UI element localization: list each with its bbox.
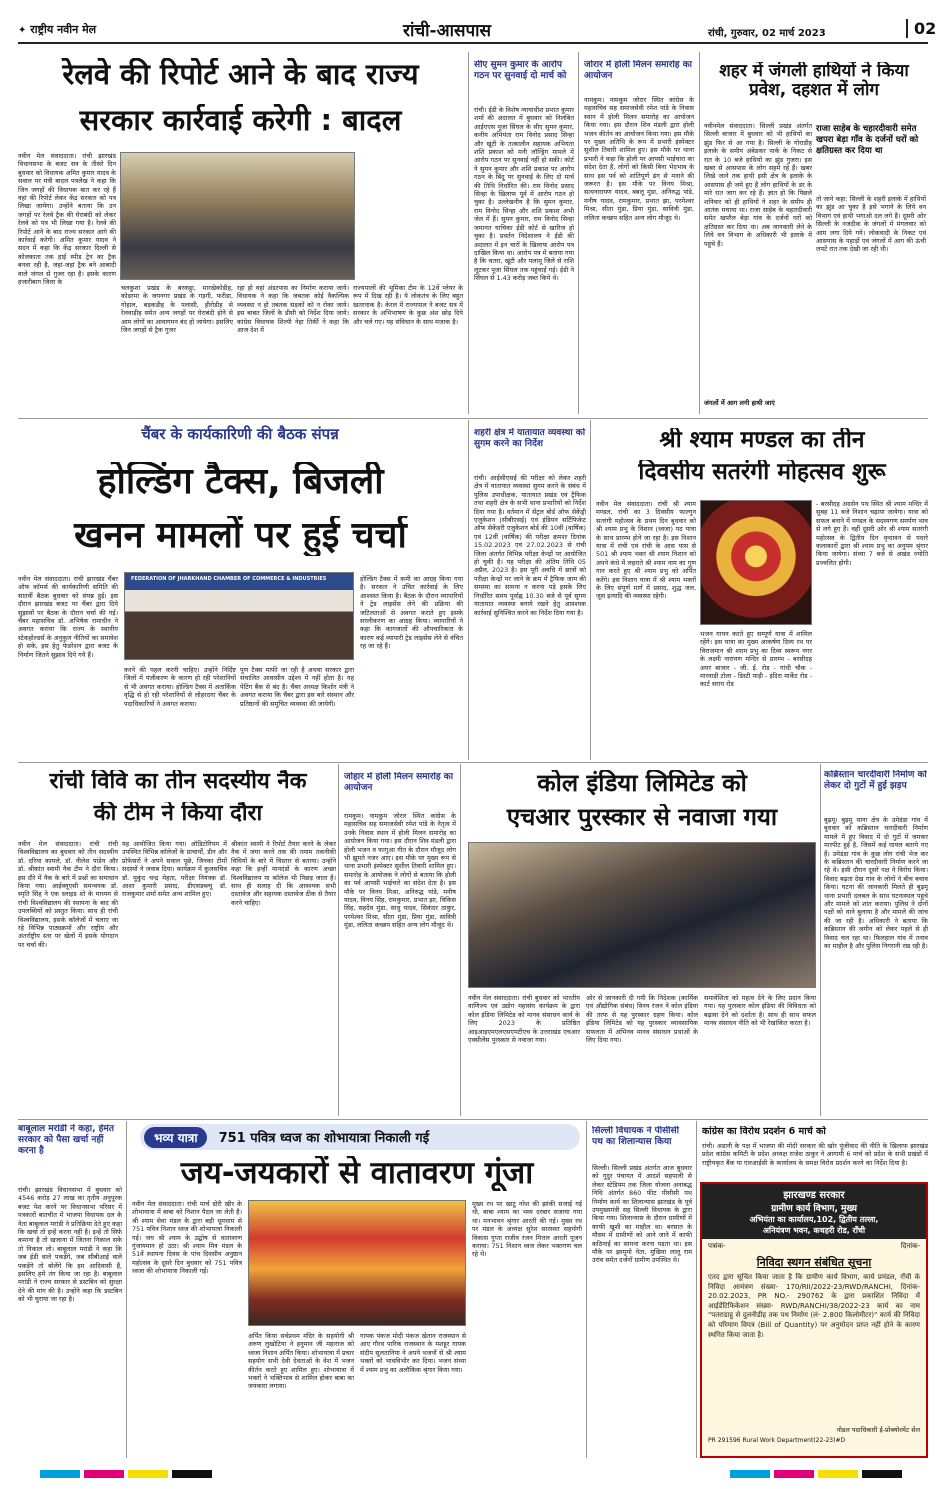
a8-body-col3: श्रीकांत स्वामी ने रिपोर्ट तैयार करने के लेकर नैक में जमा करने तक की तमाम तकनीकी विधियों के बारे में विस्तार से बताया। उन्होंने कहा कि इन्हीं मानदंडों के कारण अच्छा विश्वविद्यालय या कॉलेज भी पिछड़ जाता है। साथ ही सलाह दी कि आवश्यक सभी दस्तावेज और सहायक दस्तावेज ठीक से तैयार करने चाहिए। — [231, 840, 336, 907]
a12-body: रांची। झारखंड विधानसभा में बुधवार को 4546 करोड़ 27 लाख का तृतीय अनुपूरक बजट पेश करने पर विधानसभा परिसर में पत्रकारों बातचीत में भाजपा विधायक दल के नेता बाबूलाल मरांडी ने प्रतिक्रिया देते हुए कहा कि खर्चा तो इन्हें करना नहीं है। इन्हें तो सिर्फ कमाना है तो खजाना में जितना निकाल सके तो निकाल लो। बाबूलाल मरांडी ने कहा कि जब ईडी वाले पकड़ेंगे, जब सीबीआई वाले पकड़ेंगे तो बोलेंगे कि हम आदिवासी हैं, इसलिए हमें तंग किया जा रहा है। बाबूलाल मरांडी ने राज्य सरकार से डस्टबिन को सुरक्षा देने की मांग की है। उन्होंने कहा कि डस्टबिन को भी चुराया जा रहा है। — [18, 1186, 122, 1304]
bird-icon: ✦ — [18, 25, 27, 36]
a9-body: रामकुम। नामकुम जोरार स्थित कांग्रेस के महासचिव सह समाजसेवी रमेश पांडे के नेतृत्व में उनके निवास स्थान में होली मिलन समारोह का आयोजन किया गया। इस दौरान शिव मंडली द्वारा होली भजन व फागुआ गीत के दौरान मौजूद लोग भी झूमते नजर आए। इस मौके पर मुख्य रूप से थाना प्रभारी इंस्पेक्टर सुशील तिवारी शामिल हुए। समारोह के आयोजक ने लोगों से बताया कि होली का पर्व आपसी भाईचारे का संदेश देता है। इस मौके पर विनय मिश्रा, अनिरुद्ध पांडे, मनीष यादव, विनय सिंह, रामकुमार, प्रभात झा, विकिस सिंह, सहदेव मुंडा, साधु यादव, सिकंदर ठाकुर, परमेश्वर मिश्रा, सीता मुंडा, प्रिया मुंडा, सावित्री मुंडा, ललिता कच्छप सहित अन्य लोग मौजूद थे। — [344, 812, 456, 930]
a5-body-col2: करने की पहल करनी चाहिए। उन्होंने निर्दिष्ट जिलों में पंजीकरण के कारण हो रही परेशानियों से भी अवगत कराया। होल्डिंग टैक्स में अतार्किक वृद्धि से हो रही परेशानियों से लोहरदगा चैंबर के पदाधिकारियों ने अवगत कराया। — [124, 666, 236, 708]
a13-kicker — [140, 1124, 580, 1150]
ad-line-1: झारखण्ड सरकार — [783, 1190, 845, 1201]
a15-headline: कांग्रेस का विरोध प्रदर्शन 6 मार्च को — [702, 1126, 826, 1137]
a9-headline: जोहार में होली मिलन समारोह का आयोजन — [344, 772, 454, 793]
registration-bar-yellow — [128, 1470, 168, 1478]
a13-kicker-pill: भव्य यात्रा — [144, 1127, 207, 1148]
ad-line-4: अनियंत्रण भवन, कचहरी रोड, राँची — [762, 1226, 866, 1235]
a11-headline: कब्रिस्तान चारदीवारी निर्माण को लेकर दो गुटों में हुई झड़प — [824, 770, 927, 791]
ad-title: निविदा स्थगन संबंधित सूचना — [756, 1256, 872, 1269]
registration-bar-black-2 — [862, 1470, 902, 1478]
a5-kicker: चैंबर के कार्यकारिणी की बैठक संपन्न — [141, 425, 339, 443]
a4-subhead: जंगलों में आग लगी हाथी जाएं — [704, 399, 775, 407]
ad-ref-right: दिनांक- — [900, 1242, 920, 1250]
a4-body: नवीनमेल संवाददाता। सिल्ली प्रखंड अंतर्गत सिल्ली बाजार में बुधवार को भी हाथियों का झुंड फिर से आ गया है। सिल्ली के गोराडीह इलाके के समीप अंबेडकर पार्क के निकट से रात के 10 बजे हाथियों का झुंड गुजरा। इस खबर से आसपास के लोग सहमे रहे हैं। खबर लिखे जाने तक हाथी इसी क्षेत्र के इलाके के आसपास ही जमे हुए हैं लोग हाथियों के डर के मारे रात जाग कर रहे हैं। ज्ञात हो कि पिछले शनिवार को ही हाथियों ने शहर के समीप ही आतंक मचाया था। राजा साहेब के चहारदीवारी समेत खपरैल बेड़ा गांव के दर्जनों घरों को क्षतिग्रस्त कर दिया था। अब जानकारी लेने के लिये वन विभाग के अधिकारी भी इलाके में पहुंचे हैं। — [704, 122, 812, 248]
a14-body: सिल्ली। सिल्ली प्रखंड अंतर्गत आज बुधवार को गुदुर पंचायत में आदर्श सहपाली से लेकर स्टेडियम तक जिला योजना अनाबद्ध निधि अंतर्गत 860 फीट पीसीसी पथ निर्माण कार्य का शिलान्यास झारखंड के पूर्व उपमुख्यमंत्री सह सिल्ली विधायक के द्वारा किया गया। शिलान्यास के दौरान ग्रामीणों में काफी खुशी का माहौल था। बरसात के मौसम में ग्रामीणों को आने जाने में काफी कठिनाई का सामना करना पड़ता था। इस मौके पर झामुमो नेता, मुखिया लालू राम उरांव समेत दर्जनों ग्रामीण उपस्थित थे। — [592, 1164, 692, 1265]
a7-body-col1: नवीन मेल संवाददाता। रांची श्री श्याम मण्डल, रांची का 3 दिवसीय फाल्गुन सतरंगी महोत्सव के प्रथम दिन बुधवार को श्री श्याम प्रभु के निशान (ध्वजा) पद यात्रा के साथ प्रारम्भ होने जा रहा है। इस निशान यात्रा में रांची एवं रांची के आस पास से 501 श्री श्याम भक्त श्री श्याम निशान को अपने कंधे में लहराते श्री श्याम नाम का गुण गान करते हुए श्री श्याम प्रभु को अर्पित करेंगे। इस निशान यात्रा में श्री श्याम भक्तों के लिए संपूर्ण मार्ग में प्रसाद, शुद्ध जल, जूस इत्यादि की व्यवस्था रहेगी। — [596, 500, 696, 601]
a2-headline: सीए सुमन कुमार के आरोप गठन पर सुनवाई दो मार्च को — [474, 60, 567, 81]
ad-line-2: ग्रामीण कार्य विभाग, मुख्य — [771, 1204, 857, 1214]
a1-body-col2: चलकुशा प्रखंड के बरकट्ठा, मारखेकोडीह, कोडरमा के जयनगर प्रखंड के गड़गी, फरीडा, गोहाल, बड़कडीह के पलासी, हीरोडीह से रेलवाड़ीह समेत अन्य जगहों पर घेराबंदी होने से आम लोगों का आवागमन बंद हो जायेगा। इसलिए जिन जगहों से ट्रैक गुजर — [121, 284, 233, 335]
a1-body-col3: रहा हो वहां अंडरपास का निर्माण कराया जाये। विधायक ने कहा कि जबतक कोई वैकल्पिक व्यवस्था न हो तबतक सड़कों को न रोका जाये। इस बाबत जिलों के डीसी को निर्देश दिया जाये। कांग्रेस विधायक शिल्पी नेहा तिर्की ने कहा कि आज देश में — [237, 284, 349, 335]
a1-headline-2: सरकार कार्रवाई करेगी : बादल — [79, 104, 402, 137]
a5-body-col4: होल्डिंग टैक्स में कमी का आग्रह किया गया है। सरकार ने उचित कार्रवाई के लिए आश्वस्त किया है। बैठक के दौरान व्यापारियों ने ट्रेड लाइसेंस लेने की प्रक्रिया की जटिलताओं से अवगत कराते हुए इसके सरलीकरण का आग्रह किया। व्यापारियों ने कहा कि कागजातों की औपचारिकता के कारण कई व्यापारी ट्रेड लाइसेंस लेने से वंचित रह जा रहे हैं। — [360, 575, 463, 651]
masthead — [18, 16, 937, 44]
a5-body-col1: नवीन मेल संवाददाता। रांची झारखंड चैंबर ऑफ कॉमर्स की कार्यकारिणी समिति की सातवीं बैठक बुधवार को संपन्न हुई। इस दौरान झारखंड बजट पर चैंबर द्वारा दिये सुझावों पर बैठक के दौरान चर्चा की गई। चैंबर महासचिव डॉ. अभिषेक रामाधीन ने अवगत कराया कि राज्य के स्थानीय स्टेकहोल्डर्स के अनुकूल नीतियों का समावेश हो सके, इस हेतु फेडरेशन द्वारा बजट के निर्माण जितने सुझाव दिये गये हैं। — [18, 575, 118, 659]
a7-body-col2: भजन गायन करते हुए सम्पूर्ण यात्रा में शामिल रहेंगे। इस यात्रा का मुख्य आकर्षण दिव्य रथ पर विराजमान श्री श्याम प्रभु का दिव्य स्वरूप नगर के लक्ष्मी नारायण मन्दिर से प्रारम्भ - बरसीदह अपर बाजार - जी. ई. रोड - गांधी चौक - मारवाड़ी टोला - डिस्टी पाड़ी - इंदिरा मार्केट रोड - कार्ट सराय रोड — [700, 630, 812, 689]
newspaper-logo: ✦ राष्ट्रीय नवीन मेल — [18, 23, 97, 36]
ad-ref-left: पत्रांक- — [708, 1242, 726, 1250]
a13-body-col4: मुख्य रथ पर खाटू नरेश की झांकी सजाई गई थी, बाबा श्याम का भव्य दरबार सजाया गया था। मनभावन श्रृंगार आरती की गई। मुख्य रथ पर मंडल के अध्यक्ष सुरेश सारस्वत सहयोगी विकास गुप्ता राजीव रंजन मित्तल आरती पूजन कराया। 751 निशान ध्वज लेकर भक्तगण चल रहे थे। — [472, 1200, 582, 1259]
registration-bar-magenta-2 — [774, 1470, 814, 1478]
a4-body-2: तो जाने कहा: सिल्ली के शहरी इलाके में हाथियों का झुंड आ चुका है इसे भगाने के लिये वन विभाग एवं हाथी भगाओ दल लगे हैं। दूसरी ओर सिल्ली के नजदीक के जंगलों में मंगलवार को आम लगा दिये गये। लोकवादी के निकट एवं आसपास के पहाड़ों एवं जंगलों में आग की ऊंची लपटें रात तक देखी जा रही थी। — [816, 195, 926, 254]
a10-body-col3: समावेशिता को महत्व देने के लिए प्रदान किया गया। यह पुरस्कार कोल इंडिया की विविधता को बढ़ावा देने को दर्शाता है। साथ ही साथ सफल मानव संसाधन नीति को भी रेखांकित करता है। — [704, 994, 816, 1028]
a1-body-col1: नवीन मेल संवाददाता। रांची झारखंड विधानसभा के बजट सत्र के तीसरे दिन बुधवार को विधायक अमित कुमार यादव के सवाल पर मंत्री बादल पत्रलेख ने कहा कि जिन जगहों की विधायक बात कर रहे हैं वहां की रिपोर्ट लेकर केंद्र सरकार को पत्र लिखा जायेगा। उन्होंने बताया कि उन जगहों पर रेलवे ट्रैक की घेराबंदी को लेकर रेलवे को पत्र भी लिखा गया है। रेलवे की रिपोर्ट आने के बाद राज्य सरकार आगे की कार्रवाई करेगी। अमित कुमार यादव ने सदन में कहा कि केंद्र सरकार दिल्ली से कोलकाता तक हाई स्पीड ट्रेन का ट्रैक बनवा रही है, जहां-जहां ट्रैक बने आबादी वाले जंगल से गुजर रहा है। इसके कारण हजारीबाग जिला के — [18, 152, 116, 287]
a5-banner-text: FEDERATION OF JHARKHAND CHAMBER OF COMMERCE & INDUSTRIES — [131, 576, 327, 582]
a11-body: बुढ़मू। बुढ़मू थाना क्षेत्र के उमेडंडा गांव में बुधवार को कब्रिस्तान चारदीवारी निर्माण मामले में हुए विवाद में दो गुटों में जमकर मारपीट हुई है, जिसमें कई घायल बताये गए हैं। उमेडंडा गांव के कुछ लोग रांची भेज कर के कब्रिस्तान की चारदीवारी निर्माण करने जा रहे थे। इसी दौरान दूसरे पक्ष ने विरोध किया। विवाद बढ़ता देख गांव के लोगों ने बीच बचाव किया। घटना की जानकारी मिलते ही बुढ़मू थाना प्रभारी दलबल के साथ घटनास्थल पहुंचे और मामले को शांत कराया। पुलिस ने दोनों पक्षों को थाने बुलाया है और मामले की जांच की जा रही है। अधिकारी ने बताया कि कब्रिस्तान की जमीन को लेकर पहले से ही विवाद चल रहा था। फिलहाल गांव में तनाव का माहौल है और पुलिस निगरानी रख रही है। — [824, 816, 928, 951]
registration-bar-magenta — [84, 1470, 124, 1478]
a10-body-col1: नवीन मेल संवाददाता। रांची बुधवार को भारतीय वाणिज्य एवं उद्योग महासंघ कार्यक्रम के द्वारा कोल इंडिया लिमिटेड को मानव संसाधन कार्य के लिए 2023 के प्रतिष्ठित आइआइएमएलएसएमटीएच के उत्तराखंड एचआर एक्सीलेंस पुरस्कार से नवाजा गया। — [468, 994, 580, 1045]
a8-headline-2: की टीम ने किया दौरा — [93, 802, 263, 826]
a4-headline: शहर में जंगली हाथियों ने किया प्रवेश, दहशत में लोग — [719, 62, 909, 101]
a6-headline: शहरी क्षेत्र में यातायात व्यवस्था को सुगम करने का निर्देश — [474, 428, 586, 449]
a13-body-col3: गायक पंकज मोदी पंकज खेतान राजस्थान से आए गौरव पारिक राजस्थान के मशहूर गायक संदीप सुलतानिया ने अपने भजनों से श्री श्याम भक्तों को भावविभोर कर दिया। भजन संध्या में श्याम प्रभु का अलौकिक श्रृंगार किया गया। — [360, 1332, 466, 1374]
a8-headline-1: रांची विवि का तीन सदस्यीय नैक — [49, 770, 307, 794]
registration-bar-cyan — [40, 1470, 80, 1478]
a1-photo-minister — [120, 152, 355, 280]
section-title: रांची-आसपास — [403, 21, 492, 41]
a10-headline-1: कोल इंडिया लिमिटेड को — [537, 770, 747, 797]
a14-headline: सिल्ली विधायक ने पीसीसी पथ का शिलान्यास किया — [592, 1126, 679, 1147]
a12-headline: बाबूलाल मरांडी ने कहा, हेमंत सरकार को पैसा खर्चा नहीं करना है — [18, 1124, 114, 1156]
a5-headline-2: खनन मामलों पर हुई चर्चा — [74, 516, 407, 556]
a8-body-col2: यह आयोजित किया गया। ऑडिटोरियम में उपस्थित विभिन्न कॉलेजों के प्राचार्यों, डीन और प्रोफेसरों ने अपने सवाल पूछे, जिनका टीमों सदस्यों ने जवाब दिया। कार्यक्रम में कुलसचिव डॉ. मुकुंद चन्द्र मेहता, परीक्षा नियंत्रक डॉ. आशा कुमारी प्रसाद, डीएसडब्ल्यू डॉ. राजकुमार शर्मा समेत अन्य शामिल हुए। — [122, 840, 227, 899]
a3-headline: जोरार में होली मिलन समारोह का आयोजन — [584, 60, 692, 81]
a6-body: रांची। आईसीएसई की परीक्षा को लेकर शहरी क्षेत्र में यातायात व्यवस्था सुगम करने के संबंध में पुलिस उपाधीक्षक, यातायात प्रखंड एवं ट्रैफिक तथा शहरी क्षेत्र के सभी थाना प्रभारियों को निर्देश दिया गया है। वर्तमान में सेंट्रल बोर्ड ऑफ सेकेंड्री एजुकेशन (सीबीएसई) एवं इंडियन सर्टिफिकेट ऑफ सेकेंडरी एजुकेशन बोर्ड की 10वीं (वार्षिक) एवं 12वीं (वार्षिक) की परीक्षा क्रमशः दिनांक 15.02.2023 एवं 27.02.2023 से रांची जिला अंतर्गत विभिन्न परीक्षा केन्द्रों पर आयोजित हो चुकी है। यह परीक्षा की अंतिम तिथि 05 अप्रैल, 2023 है। इस पूरी अवधि में छात्रों को परीक्षा केन्द्रों पर जाने के क्रम में ट्रैफिक जाम की समस्या का सामना न करना पड़े इसके लिए निर्धारित समय पूर्वाह्न 10.30 बजे से पूर्व सुगम यातायात व्यवस्था बनाये रखने हेतु आवश्यक कार्रवाई सुनिश्चित करने का निर्देश दिया गया है। — [474, 474, 586, 617]
a5-photo-meeting — [124, 572, 354, 660]
a13-headline: जय-जयकारों से वातावरण गूंजा — [180, 1156, 534, 1191]
ad-header — [702, 1184, 926, 1239]
a1-headline-1: रेलवे की रिपोर्ट आने के बाद राज्य — [62, 58, 419, 91]
a10-body-col2: ओर से जानकारी दी गयी कि निदेशक (कार्मिक एवं औद्योगिक संबंध) विनय रंजन ने कोल इंडिया की तरफ से यह पुरस्कार ग्रहण किया। कोल इंडिया लिमिटेड को यह पुरस्कार व्यावसायिक सफलता में अभिनव मानव संसाधन प्रथाओं के लिए दिया गया। — [586, 994, 698, 1045]
a10-headline-2: एचआर पुरस्कार से नवाजा गया — [506, 804, 778, 831]
page-number: 02 — [906, 19, 936, 38]
a7-headline-2: दिवसीय सतरंगी मोहत्सव शुरू — [638, 460, 886, 485]
registration-bar-black — [172, 1470, 212, 1478]
ad-line-3: अभियंता का कार्यालय,102, द्वितीय तल्ला, — [749, 1215, 879, 1224]
ad-footer: PR 291596 Rural Work Department(22-23)#D — [708, 1437, 846, 1444]
a15-body: रांची। अडानी के पक्ष में भाजपा की मोदी सरकार की खोर पूंजीवाद की नीति के खिलाफ झारखंड प्रदेश कांग्रेस कमिटी के प्रदेश अध्यक्ष राजेश ठाकुर ने आगामी 6 मार्च को प्रदेश के सभी प्रखंडों में राष्ट्रीयकृत बैंक या एलआईसी के कार्यालय के समक्ष विरोध प्रदर्शन करने का निर्देश दिया है। — [702, 1142, 928, 1167]
a13-photo-procession — [248, 1200, 466, 1326]
a7-photo-shrine — [700, 500, 812, 625]
registration-bar-cyan-2 — [730, 1470, 770, 1478]
a5-headline-1: होल्डिंग टैक्स, बिजली — [97, 462, 384, 502]
a4-callout: राजा साहेब के चहारदीवारी समेत खपरा बेड़ा गाँव के दर्जनों घरों को क्षतिग्रस्त कर दिया था — [816, 124, 919, 157]
dateline: रांची, गुरुवार, 02 मार्च 2023 — [708, 28, 826, 39]
a2-body: रांची। ईडी के विशेष न्यायाधीश प्रभात कुमार शर्मा की अदालत में बुधवार को निलंबित आईएएस पूजा सिंघल के सीए सुमन कुमार, कनीय अभियंता राम विनोद प्रसाद सिन्हा और खूंटी के तत्कालीन सहायक अभियंता शशि प्रकाश को मनी लॉन्ड्रिंग मामले में आरोप गठन पर सुनवाई नहीं हो सकी। कोर्ट ने सुमन कुमार और शशि प्रकाश पर आरोप गठन के बिंदु पर सुनवाई के लिए दो मार्च की तिथि निर्धारित की। राम विनोद प्रसाद सिन्हा के खिलाफ पूर्व में आरोप गठन हो चुका है। उल्लेखनीय है कि सुमन कुमार, राम विनोद सिन्हा और शशि प्रकाश अभी जेल में हैं। सुमन कुमार, राम विनोद सिन्हा जमानत याचिका ईडी कोर्ट से खारिज हो चुका है। प्रवर्तन निदेशालय ने ईडी की अदालत में इन चारों के खिलाफ आरोप पत्र दाखिल किया था। आरोप पत्र में बताया गया है कि चतरा, खूंटी और पलामू जिले से राशि लूटकर पूजा सिंघल तक पहुंचाई गई। ईडी ने सिंघल से 1.43 करोड़ जब्त किये थे। — [474, 106, 574, 283]
a3-body: नामकुम। नामकुम जोरार स्थित कांग्रेस के महासचिव सह समाजसेवी रमेश पांडे के निवास स्थान में होली मिलन समारोह का आयोजन किया गया। इस दौरान शिव मंडली द्वारा होली भजन कीर्तन का आयोजन किया गया। इस मौके पर मुख्य अतिथि के रूप में प्रभारी इंस्पेक्टर सुशील तिवारी शामिल हुए। इस मौके पर थाना प्रभारी ने कहा कि होली पर आपसी भाईचारा का संदेश देता है, लोगों को किसी बिना भेदभाव के साथ इस पर्व को शांतिपूर्ण ढंग से मनाने की जरूरत है। इस मौके पर विनय मिश्रा, सत्यनारायण यादव, बबलू मुंडा, अनिरुद्ध पांडे, मनीष यादव, रामकुमार, प्रभात झा, परमेश्वर मिश्रा, सीता मुंडा, प्रिया मुंडा, सावित्री मुंडा, ललिता कच्छप सहित अन्य लोग मौजूद थे। — [584, 96, 694, 222]
a13-body-col1: नवीन मेल संवाददाता। रांची मार्च डोरी खीर के शोभायात्रा में बाबा को निशान पैदल जा लेती है। श्री श्याम सेवा मंडल के द्वारा बड़ी धूमधाम से 751 पवित्र निशान ध्वज की शोभायात्रा निकाली गई। जय श्री श्याम के उद्घोष से वातावरण गुंजायमान हो उठा। श्री श्याम मित्र मंडल के 51वें स्थापना दिवस के पांच दिवसीय अनुष्ठान महोत्सव के दूसरे दिन बुधवार को 751 पवित्र ध्वजा की शोभायात्रा निकाली गई। — [132, 1200, 242, 1276]
a5-body-col3: पुण टैक्स माफी जा रही है अथवा सरकार द्वारा संचालित आवासीय उद्देश्य में नहीं होता है। यह पेटिंग बैंक से बंद है। चैंबर अध्यक्ष किशोर मंत्री ने अवगत कराया कि चैंबर द्वारा इस बारे संस्थान और प्रतिष्ठानों की समुचित व्यवस्था की जायेगी। — [240, 666, 354, 708]
a13-kicker-title: 751 पवित्र ध्वज का शोभायात्रा निकाली गई — [218, 1131, 430, 1146]
ad-body: एतद द्वारा सूचित किया जाता है कि ग्रामीण कार्य विभाग, कार्य प्रमंडल, राँची के निविदा आमंत्रण संख्या- 170/RII/2022-23/RWD/RANCHI, दिनांक- 20.02.2023, PR NO.- 290762 के द्वारा प्रकाशित निविदा में आईडेंटिफिकेशन संख्या- RWD/RANCHI/38/2022-23 कार्य का नाम "पतराडाहु से दुलनीडीह तक पथ निर्माण (लं- 2.800 किलोमीटर)" कार्य की निविदा को परिमाण विपत्र (Bill of Quantity) पर अनुमोदन प्राप्त नहीं होने के कारण स्थगित किया जाता है। — [708, 1273, 920, 1339]
a13-body-col2: अर्पित किया सर्वप्रथम मंदिर के सहयोगी श्री अरुण लुखोटिया ने हनुमान जी महाराज को ध्वजा निशान अर्पित किया। शोभायात्रा में प्रचार सहयोग सभी देवी देवताओं के वेश में भजन कीर्तन करते हुए शामिल हुए। शोभायात्रा में भक्तों ने भक्तिभाव से शामिल होकर बाबा का जयकारा लगाया। — [248, 1332, 354, 1391]
a8-body-col1: नवीन मेल संवाददाता। रांची रांची विश्वविद्यालय का बुधवार को तीन सदस्यीय डॉ. दरिया कामले, डॉ. नीलेश पांडेय और डॉ. श्रीकांत स्वामी नैक टीम ने दौरा किया। इस दौरे में नैक के बारे में प्रश्नों का समाधान किया गया। आईक्यूएसी समन्वयक डॉ. स्मृति सिंह ने एक स्लाइड शो के माध्यम से रांची विश्वविद्यालय की स्थापना के बाद की उपलब्धियों को प्रस्तुत किया। साथ ही रांची विश्वविद्यालय, इसके कॉलेजों में चलाए जा रहे विभिन्न पाठ्यक्रमों और राष्ट्रीय और अंतर्राष्ट्रीय स्तर पर खेलों में इसके योगदान पर चर्चा की। — [18, 840, 118, 949]
a7-body-col3: - बरसीदह अग्रसेन पथ स्थित श्री श्याम मन्दिर में सुबह 11 बजे निशान चढ़ाया जायेगा। यात्रा को सफल बनाने में मण्डल के सदस्यगण समर्पण भाव से लगे हुए हैं। वहीं दूसरी ओर श्री श्याम सतरंगी महोत्सव के द्वितीय दिन वृन्दावन से पधारे कलाकारों द्वारा श्री श्याम प्रभु का अनुपम श्रृंगार किया जायेगा। संध्या 7 बजे से अखंड ज्योति प्रज्वलित होगी। — [816, 500, 928, 567]
registration-bar-yellow-2 — [818, 1470, 858, 1478]
a1-body-col4: राज्यपालों की भूमिका टीम के 12वें प्लेयर के रूप में दिख रही है। ये लोकतंत्र के लिए बहुत खतरनाक है। केरल में राज्यपाल ने बजट सत्र में सरकार के अभिभाषण के कुछ अंश छोड़ दिये और चले गए। यह संविधान के साथ मजाक है। — [353, 284, 463, 326]
tender-notice-ad — [700, 1182, 928, 1458]
ad-signature: नोडल पदाधिकारी ई-प्रोक्योरमेंट सेल — [836, 1426, 920, 1434]
a10-photo-award — [468, 842, 816, 988]
a7-headline-1: श्री श्याम मण्डल का तीन — [659, 428, 865, 453]
